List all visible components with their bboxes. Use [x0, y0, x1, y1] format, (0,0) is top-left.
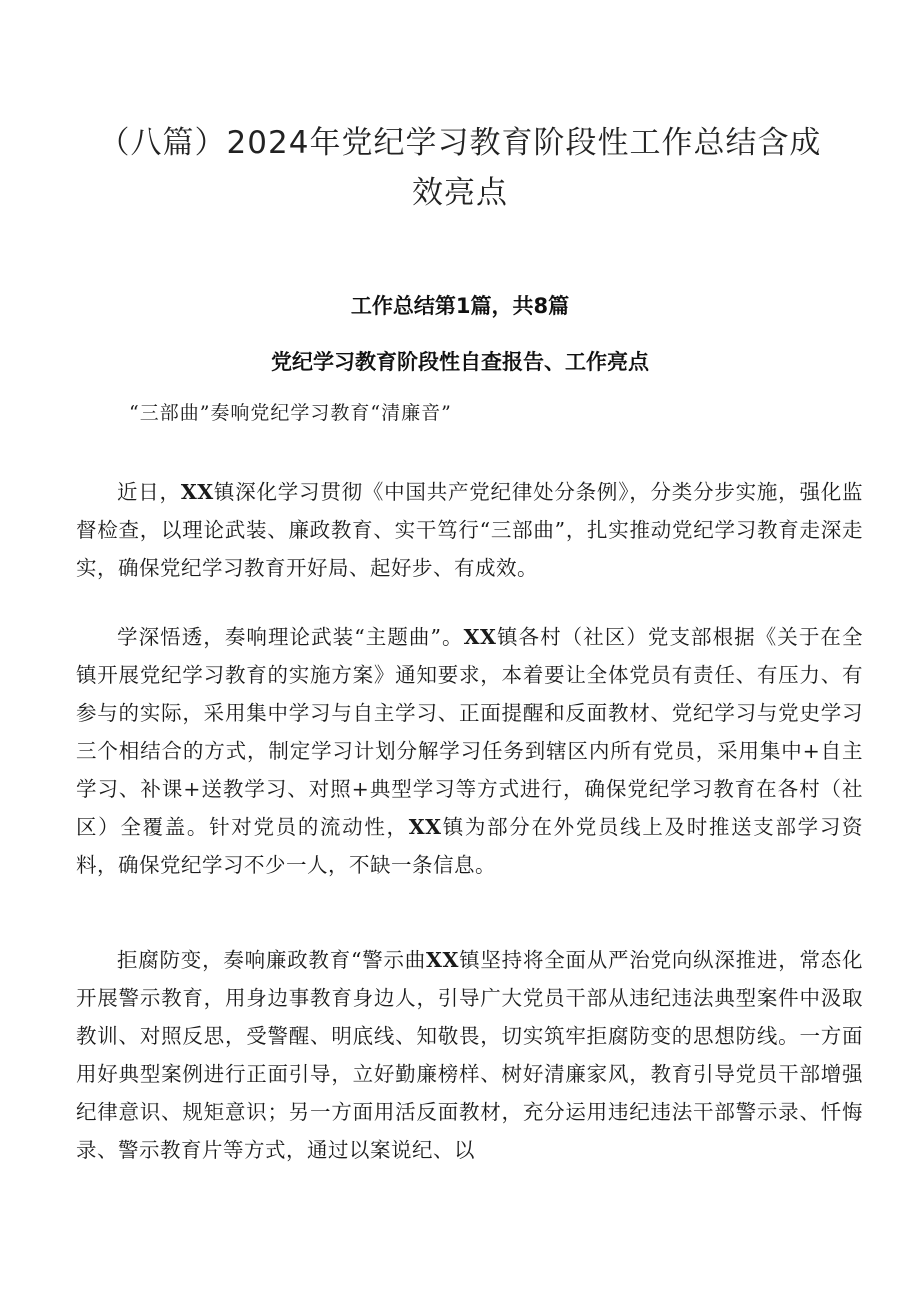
- document-title-line-2: 效亮点: [412, 175, 508, 211]
- document-title: [90, 118, 830, 218]
- body-paragraph-2: 学深悟透，奏响理论武装“主题曲”。XX镇各村（社区）党支部根据《关于在全镇开展党纪学习教育的实施方案》通知要求，本着要让全体党员有责任、有压力、有参与的实际，采用集中学习与自主学习、正面提醒和反面教材、党纪学习与党史学习三个相结合的方式，制定学习计划分解学习任务到辖区内所有党员，采用集中+自主学习、补课+送教学习、对照+典型学习等方式进行，确保党纪学习教育在各村（社区）全覆盖。针对党员的流动性，XX镇为部分在外党员线上及时推送支部学习资料，确保党纪学习不少一人，不缺一条信息。: [76, 624, 864, 877]
- section-title: 党纪学习教育阶段性自查报告、工作亮点: [271, 350, 649, 374]
- document-title-line-1: （八篇）2024年党纪学习教育阶段性工作总结含成: [98, 125, 822, 161]
- article-subtitle: “三部曲”奏响党纪学习教育“清廉音”: [129, 402, 452, 424]
- body-paragraph-1: 近日，XX镇深化学习贯彻《中国共产党纪律处分条例》，分类分步实施，强化监督检查，以理论武装、廉政教育、实干笃行“三部曲”，扎实推动党纪学习教育走深走实，确保党纪学习教育开好局、起好步、有成效。: [76, 479, 864, 580]
- section-label: 工作总结第1篇，共8篇: [350, 294, 570, 318]
- body-paragraph-3: 拒腐防变，奏响廉政教育“警示曲XX镇坚持将全面从严治党向纵深推进，常态化开展警示教育，用身边事教育身边人，引导广大党员干部从违纪违法典型案件中汲取教训、对照反思，受警醒、明底线、知敬畏，切实筑牢拒腐防变的思想防线。一方面用好典型案例进行正面引导，立好勤廉榜样、树好清廉家风，教育引导党员干部增强纪律意识、规矩意识；另一方面用活反面教材，充分运用违纪违法干部警示录、忏悔录、警示教育片等方式，通过以案说纪、以: [76, 947, 864, 1162]
